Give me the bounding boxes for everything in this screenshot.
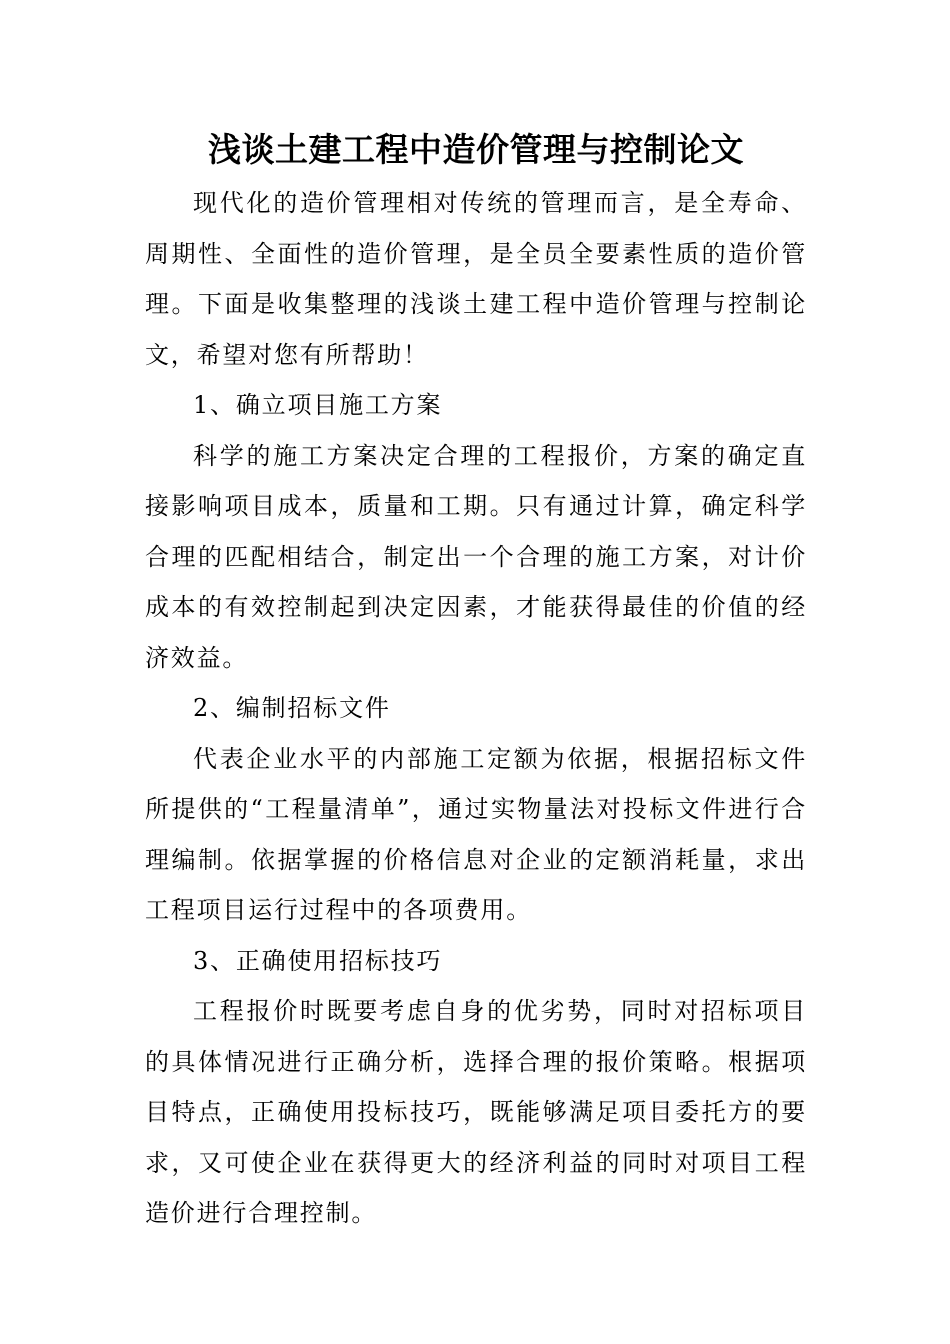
intro-paragraph: 现代化的造价管理相对传统的管理而言，是全寿命、周期性、全面性的造价管理，是全员全要素性质的造价管理。下面是收集整理的浅谈土建工程中造价管理与控制论文，希望对您有所帮助！	[145, 189, 807, 369]
section-body-2: 代表企业水平的内部施工定额为依据，根据招标文件所提供的“工程量清单”，通过实物量法对投标文件进行合理编制。依据掌握的价格信息对企业的定额消耗量，求出工程项目运行过程中的各项费用。	[145, 744, 807, 924]
document-title: 浅谈土建工程中造价管理与控制论文	[208, 130, 744, 169]
section-body-1: 科学的施工方案决定合理的工程报价，方案的确定直接影响项目成本，质量和工期。只有通过计算，确定科学合理的匹配相结合，制定出一个合理的施工方案，对计价成本的有效控制起到决定因素，才能获得最佳的价值的经济效益。	[145, 441, 807, 672]
section-heading-1: 1、确立项目施工方案	[193, 391, 443, 419]
section-body-3: 工程报价时既要考虑自身的优劣势，同时对招标项目的具体情况进行正确分析，选择合理的报价策略。根据项目特点，正确使用投标技巧，既能够满足项目委托方的要求，又可使企业在获得更大的经济利益的同时对项目工程造价进行合理控制。	[145, 997, 807, 1227]
section-heading-3: 3、正确使用招标技巧	[193, 946, 443, 975]
document-page	[145, 122, 807, 1239]
section-heading-2: 2、编制招标文件	[193, 694, 391, 722]
